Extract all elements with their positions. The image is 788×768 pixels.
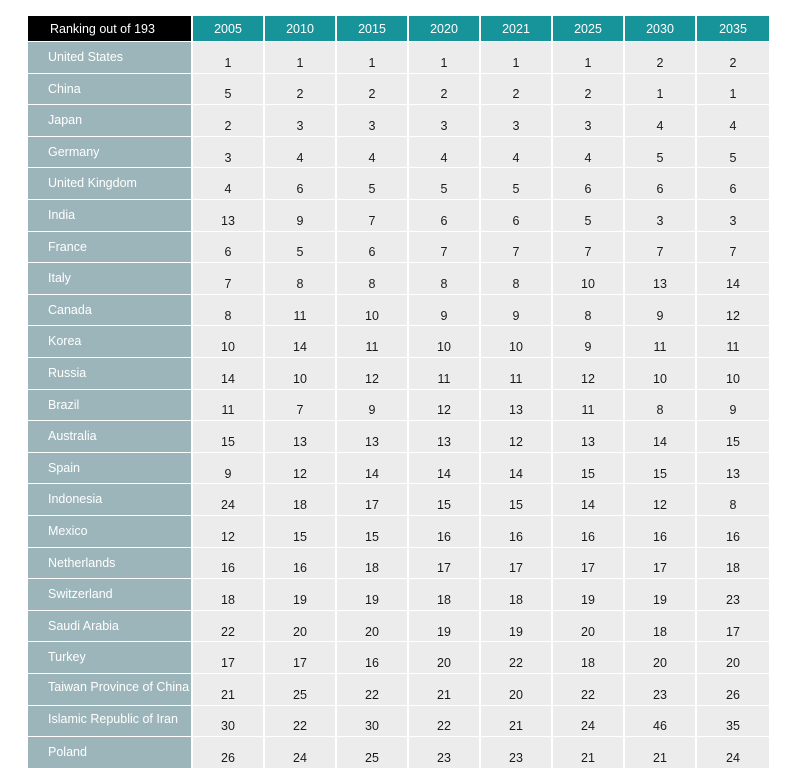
rank-cell: 46 (625, 706, 695, 737)
rank-cell: 24 (193, 484, 263, 515)
rank-cell: 10 (265, 358, 335, 389)
rank-cell: 11 (697, 326, 769, 357)
rank-cell: 4 (553, 137, 623, 168)
rank-cell: 7 (553, 232, 623, 263)
rank-cell: 12 (265, 453, 335, 484)
rank-cell: 2 (553, 74, 623, 105)
country-label: United States (28, 42, 191, 73)
rank-cell: 24 (265, 737, 335, 768)
rank-cell: 9 (409, 295, 479, 326)
rank-cell: 17 (553, 548, 623, 579)
rank-cell: 23 (697, 579, 769, 610)
rank-cell: 3 (193, 137, 263, 168)
country-label: Korea (28, 326, 191, 357)
country-label: Taiwan Province of China (28, 674, 191, 705)
rank-cell: 10 (697, 358, 769, 389)
rank-cell: 22 (409, 706, 479, 737)
rank-cell: 3 (337, 105, 407, 136)
rank-cell: 19 (553, 579, 623, 610)
rank-cell: 13 (265, 421, 335, 452)
table-row (28, 326, 769, 357)
rank-cell: 3 (265, 105, 335, 136)
country-label: France (28, 232, 191, 263)
rank-cell: 5 (409, 168, 479, 199)
ranking-table (28, 16, 769, 765)
rank-cell: 15 (265, 516, 335, 547)
rank-cell: 15 (625, 453, 695, 484)
rank-cell: 8 (193, 295, 263, 326)
rank-cell: 10 (553, 263, 623, 294)
rank-cell: 16 (409, 516, 479, 547)
year-header-2020: 2020 (409, 16, 479, 41)
header-ranking-label: Ranking out of 193 (28, 16, 191, 41)
rank-cell: 13 (481, 390, 551, 421)
table-row (28, 579, 769, 610)
rank-cell: 7 (337, 200, 407, 231)
table-row (28, 105, 769, 136)
rank-cell: 30 (193, 706, 263, 737)
rank-cell: 13 (697, 453, 769, 484)
rank-cell: 1 (265, 42, 335, 73)
rank-cell: 9 (697, 390, 769, 421)
rank-cell: 15 (193, 421, 263, 452)
rank-cell: 14 (481, 453, 551, 484)
country-label: Poland (28, 737, 191, 768)
rank-cell: 16 (625, 516, 695, 547)
rank-cell: 15 (409, 484, 479, 515)
rank-cell: 17 (625, 548, 695, 579)
rank-cell: 13 (193, 200, 263, 231)
rank-cell: 5 (553, 200, 623, 231)
rank-cell: 5 (625, 137, 695, 168)
table-row (28, 453, 769, 484)
rank-cell: 15 (481, 484, 551, 515)
rank-cell: 6 (625, 168, 695, 199)
country-label: Switzerland (28, 579, 191, 610)
rank-cell: 10 (193, 326, 263, 357)
rank-cell: 7 (697, 232, 769, 263)
rank-cell: 23 (625, 674, 695, 705)
rank-cell: 4 (409, 137, 479, 168)
rank-cell: 20 (481, 674, 551, 705)
rank-cell: 18 (625, 611, 695, 642)
country-label: China (28, 74, 191, 105)
table-row (28, 674, 769, 705)
rank-cell: 16 (265, 548, 335, 579)
rank-cell: 7 (193, 263, 263, 294)
table-row (28, 611, 769, 642)
rank-cell: 22 (265, 706, 335, 737)
rank-cell: 14 (553, 484, 623, 515)
table-row (28, 358, 769, 389)
rank-cell: 20 (625, 642, 695, 673)
rank-cell: 15 (553, 453, 623, 484)
rank-cell: 5 (697, 137, 769, 168)
rank-cell: 4 (697, 105, 769, 136)
rank-cell: 3 (697, 200, 769, 231)
table-row (28, 706, 769, 737)
rank-cell: 30 (337, 706, 407, 737)
rank-cell: 10 (481, 326, 551, 357)
rank-cell: 14 (409, 453, 479, 484)
rank-cell: 8 (409, 263, 479, 294)
rank-cell: 19 (409, 611, 479, 642)
rank-cell: 18 (265, 484, 335, 515)
rank-cell: 9 (625, 295, 695, 326)
rank-cell: 11 (337, 326, 407, 357)
rank-cell: 3 (625, 200, 695, 231)
rank-cell: 10 (625, 358, 695, 389)
rank-cell: 22 (193, 611, 263, 642)
table-row (28, 168, 769, 199)
rank-cell: 20 (265, 611, 335, 642)
rank-cell: 8 (697, 484, 769, 515)
country-label: Mexico (28, 516, 191, 547)
rank-cell: 18 (553, 642, 623, 673)
rank-cell: 19 (625, 579, 695, 610)
rank-cell: 21 (553, 737, 623, 768)
header-row (28, 16, 769, 41)
rank-cell: 19 (265, 579, 335, 610)
rank-cell: 12 (337, 358, 407, 389)
year-header-2005: 2005 (193, 16, 263, 41)
rank-cell: 6 (265, 168, 335, 199)
country-label: Turkey (28, 642, 191, 673)
rank-cell: 17 (481, 548, 551, 579)
year-header-2015: 2015 (337, 16, 407, 41)
rank-cell: 3 (481, 105, 551, 136)
rank-cell: 12 (481, 421, 551, 452)
country-label: Australia (28, 421, 191, 452)
rank-cell: 21 (481, 706, 551, 737)
rank-cell: 17 (265, 642, 335, 673)
rank-cell: 17 (409, 548, 479, 579)
rank-cell: 1 (337, 42, 407, 73)
rank-cell: 12 (409, 390, 479, 421)
rank-cell: 5 (481, 168, 551, 199)
country-label: Saudi Arabia (28, 611, 191, 642)
rank-cell: 24 (697, 737, 769, 768)
rank-cell: 14 (193, 358, 263, 389)
table-row (28, 263, 769, 294)
rank-cell: 8 (265, 263, 335, 294)
rank-cell: 4 (337, 137, 407, 168)
rank-cell: 1 (193, 42, 263, 73)
rank-cell: 18 (481, 579, 551, 610)
rank-cell: 17 (337, 484, 407, 515)
rank-cell: 16 (337, 642, 407, 673)
rank-cell: 14 (625, 421, 695, 452)
rank-cell: 5 (265, 232, 335, 263)
rank-cell: 1 (409, 42, 479, 73)
rank-cell: 2 (193, 105, 263, 136)
country-label: Canada (28, 295, 191, 326)
rank-cell: 7 (481, 232, 551, 263)
rank-cell: 6 (409, 200, 479, 231)
country-label: Spain (28, 453, 191, 484)
rank-cell: 14 (697, 263, 769, 294)
rank-cell: 17 (697, 611, 769, 642)
table-row (28, 516, 769, 547)
rank-cell: 9 (265, 200, 335, 231)
year-header-2021: 2021 (481, 16, 551, 41)
rank-cell: 6 (193, 232, 263, 263)
rank-cell: 5 (193, 74, 263, 105)
rank-cell: 17 (193, 642, 263, 673)
rank-cell: 8 (553, 295, 623, 326)
country-label: Japan (28, 105, 191, 136)
rank-cell: 25 (265, 674, 335, 705)
rank-cell: 1 (625, 74, 695, 105)
table-row (28, 42, 769, 73)
rank-cell: 21 (409, 674, 479, 705)
rank-cell: 16 (697, 516, 769, 547)
rank-cell: 26 (193, 737, 263, 768)
rank-cell: 20 (409, 642, 479, 673)
rank-cell: 1 (697, 74, 769, 105)
table-row (28, 390, 769, 421)
rank-cell: 13 (337, 421, 407, 452)
rank-cell: 1 (553, 42, 623, 73)
rank-cell: 23 (481, 737, 551, 768)
rank-cell: 20 (337, 611, 407, 642)
table-row (28, 548, 769, 579)
rank-cell: 6 (337, 232, 407, 263)
rank-cell: 7 (409, 232, 479, 263)
rank-cell: 3 (553, 105, 623, 136)
rank-cell: 12 (553, 358, 623, 389)
country-label: Germany (28, 137, 191, 168)
table-row (28, 137, 769, 168)
rank-cell: 9 (481, 295, 551, 326)
rank-cell: 18 (337, 548, 407, 579)
rank-cell: 12 (697, 295, 769, 326)
table-row (28, 642, 769, 673)
table-row (28, 232, 769, 263)
rank-cell: 4 (481, 137, 551, 168)
rank-cell: 1 (481, 42, 551, 73)
country-label: India (28, 200, 191, 231)
year-header-2025: 2025 (553, 16, 623, 41)
rank-cell: 13 (625, 263, 695, 294)
rank-cell: 25 (337, 737, 407, 768)
rank-cell: 22 (337, 674, 407, 705)
rank-cell: 6 (481, 200, 551, 231)
rank-cell: 9 (337, 390, 407, 421)
rank-cell: 2 (481, 74, 551, 105)
country-label: United Kingdom (28, 168, 191, 199)
rank-cell: 14 (337, 453, 407, 484)
year-header-2010: 2010 (265, 16, 335, 41)
rank-cell: 12 (193, 516, 263, 547)
rank-cell: 10 (337, 295, 407, 326)
country-label: Netherlands (28, 548, 191, 579)
country-label: Indonesia (28, 484, 191, 515)
rank-cell: 24 (553, 706, 623, 737)
rank-cell: 2 (625, 42, 695, 73)
table-row (28, 200, 769, 231)
rank-cell: 20 (697, 642, 769, 673)
rank-cell: 14 (265, 326, 335, 357)
rank-cell: 21 (193, 674, 263, 705)
country-label: Italy (28, 263, 191, 294)
rank-cell: 12 (625, 484, 695, 515)
rank-cell: 9 (193, 453, 263, 484)
rank-cell: 2 (337, 74, 407, 105)
rank-cell: 18 (697, 548, 769, 579)
rank-cell: 13 (409, 421, 479, 452)
year-header-2035: 2035 (697, 16, 769, 41)
rank-cell: 4 (193, 168, 263, 199)
rank-cell: 26 (697, 674, 769, 705)
rank-cell: 11 (553, 390, 623, 421)
rank-cell: 19 (337, 579, 407, 610)
rank-cell: 4 (625, 105, 695, 136)
rank-cell: 11 (193, 390, 263, 421)
rank-cell: 13 (553, 421, 623, 452)
rank-cell: 8 (625, 390, 695, 421)
rank-cell: 11 (625, 326, 695, 357)
rank-cell: 15 (337, 516, 407, 547)
rank-cell: 8 (481, 263, 551, 294)
rank-cell: 2 (697, 42, 769, 73)
table-row (28, 74, 769, 105)
rank-cell: 15 (697, 421, 769, 452)
rank-cell: 2 (265, 74, 335, 105)
rank-cell: 16 (193, 548, 263, 579)
rank-cell: 7 (625, 232, 695, 263)
rank-cell: 11 (409, 358, 479, 389)
rank-cell: 7 (265, 390, 335, 421)
rank-cell: 5 (337, 168, 407, 199)
rank-cell: 19 (481, 611, 551, 642)
rank-cell: 20 (553, 611, 623, 642)
rank-cell: 8 (337, 263, 407, 294)
rank-cell: 16 (481, 516, 551, 547)
country-label: Brazil (28, 390, 191, 421)
table-row (28, 421, 769, 452)
rank-cell: 2 (409, 74, 479, 105)
table-row (28, 484, 769, 515)
table-row (28, 295, 769, 326)
rank-cell: 6 (697, 168, 769, 199)
rank-cell: 18 (193, 579, 263, 610)
rank-cell: 4 (265, 137, 335, 168)
country-label: Islamic Republic of Iran (28, 706, 191, 737)
rank-cell: 18 (409, 579, 479, 610)
table-row (28, 737, 769, 768)
rank-cell: 23 (409, 737, 479, 768)
rank-cell: 6 (553, 168, 623, 199)
year-header-2030: 2030 (625, 16, 695, 41)
rank-cell: 16 (553, 516, 623, 547)
rank-cell: 10 (409, 326, 479, 357)
rank-cell: 22 (553, 674, 623, 705)
rank-cell: 9 (553, 326, 623, 357)
rank-cell: 3 (409, 105, 479, 136)
rank-cell: 35 (697, 706, 769, 737)
rank-cell: 11 (265, 295, 335, 326)
rank-cell: 11 (481, 358, 551, 389)
rank-cell: 21 (625, 737, 695, 768)
rank-cell: 22 (481, 642, 551, 673)
country-label: Russia (28, 358, 191, 389)
